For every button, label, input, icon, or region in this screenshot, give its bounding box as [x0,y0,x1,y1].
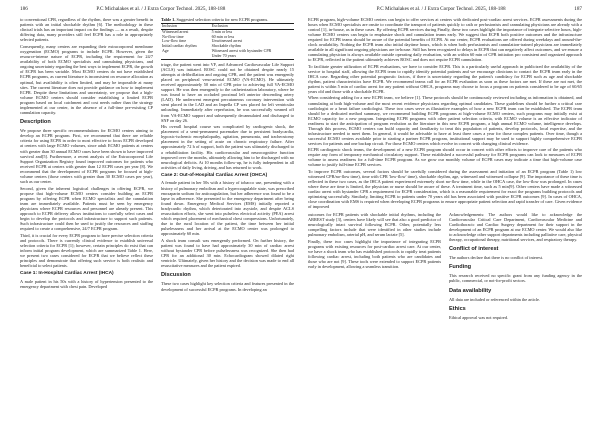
paragraph: Finally, these two cases highlight the importance of integrating ECPR programs with existing resources for post-cardiac arrest care. At our center, we have a shock team who has established protocols to rapidly treat patients following cardiac arrest, including both patients who are candidates and those who are not [9]. These tools were extended to support ECPR patients early in development, allowing a seamless transition. [308,238,441,270]
discussion-heading: Discussion [161,272,191,279]
case1-text [20,279,153,289]
paragraph: Third, it is crucial for every ECPR program to have precise selection criteria and protocols. There is currently clinical evidence to establish universal selection criteria for ECPR [1]; however, certain principles do exist that can inform initial program development, which are summarized Table 1. Here, we present two cases considered for ECPR that we believe reflect these principles and demonstrate that offering such service is both realistic and beneficial to select patients. [20,232,153,269]
paragraph: We propose three specific recommendations for ECMO centers aiming to develop an ECPR program. First, we recommend that there are reliable criteria for using ECPR in order to most effective to focus ECPR developed at centers with large ECMO volumes, since adult ECMO patients at centers with greater than 30 annual ECMO cases have been shown to have improved survival and[5]. Furthermore, a recent analysis of the Extracorporeal Life Support Organization Registry found improved outcomes for patients who received ECPR at centers with greater than 12 ECPR cases per year [8]. We recommend that the development of ECPR programs be focused at high-volume centers (those centers with greater than 30 ECMO cases per year), such as our center. [20,128,153,185]
table1 [161,23,294,60]
paragraph: triage, the patient went into VF, and Advanced Cardiovascular Life Support (ACLS) was initiated. ROSC could not be obtained despite nearly 15 attempts at defibrillation and ongoing CPR, and the patient was emergently placed on peripheral veno-arterial ECMO (VA-ECMO). He ultimately received approximately 50 min of CPR prior to achieving full VA-ECMO support. He was then emergently to the catheterization laboratory, where he was found to have an occluded proximal left anterior descending artery (LAD). He underwent emergent percutaneous coronary intervention with stent placed in the LAD and an Impella CP was placed for left ventricular unloading. Immediately after reperfusion, he was successfully weaned off from VA-ECMO support and subsequently decannulated and discharged to SNF on day 26. [161,61,294,123]
intro-text [20,17,153,115]
paragraph: To facilitate greater utilization of ECPR evaluations, we have to consider ECPR. This is a particularly useful approach in publicized the availability of the service to hospital staff, allowing the ECPR team to rapidly identify potential patients and we encourage clinicians to contact the ECPR team early in the IHCA case. Regarding other potential prognostic factors, if there is uncertainty regarding the patient's candidacy for ECPR such as age and shockable rhythm, patient characteristics have ECPR. We recommend teams call for an ECPR evaluation as soon as these factors are met. If these are not met, the patient is within 5 min of cardiac arrest for any patient without OHCA, programs may choose to focus a program on patients considered to be age of 60/65 years old and those with a shockable ECPR. [308,63,582,95]
data-availability-text: All data are included or referenced within the article. [449,296,541,302]
case1-heading: Case 1: In-Hospital Cardiac Arrest (IHCA) [20,271,114,277]
paragraph: ECPR cardiogenic shock teams, the development of a new ECPR program should occur in concert with other efforts to improve care of the patients who require any form of temporary mechanical circulatory support. These established a successful pathway for ECPR programs can look to measures of ECPR volume to assess readiness for a full-time ECPR program. As we grow our monthly volume of ECPR cases may indicate a time that high-volume case volume to justify full-time ECPR services. [308,147,582,168]
table1-cell-value: Unwitnessed arrest [211,38,243,44]
paragraph: to conventional CPR, regardless of the rhythm, there was a greater benefit in patients with an initial shockable rhythm [6]. The methodology in these clinical trials has an important impact on the findings — as a result, despite differing data, many providers still feel ECPR has a role in appropriately selected patients. [20,17,153,43]
right-running-head: P.C Michalakes et al. / J Extra Corpor Technol. 2025, 188-188 [376,6,506,12]
paragraph: ECPR program, high-volume ECMO centers can begin to offer services at centers with dedicated post-cardiac arrest services. ECPR assessments during the hours when ECMO specialists are onsite to coordinate the transport of patients quickly to cath or perfusionists and cannulating physicians are already with a control [1], in-house, as in these cases. By offering ECPR services during Finally, these two cases highlight the importance of integrate selective hours, high-volume ECMO centers can begin to emphasize shock and cannulation teams early. We suggest that ECPR both positive outcomes and the infrastructure required for ECPR teams should be aware of the potential benefits of ECPR. At our center, ECPR evaluations are offered during weekdays and around-the-clock availability. Nothing the ECPR team also initial daytime hours, which is when both perfusionists and cannulation-trained physicians are immediately available in all significant ongoing physicians are in-house. Still has been recognized to delays in ECPR that can negatively affect outcomes, and we ensure a cannulating physician is always available outside operating daily evaluation, with an within 60 min of CPR initiation pro consistent and organized approach to ECPR, reflected in the patient ultimately achieves ROSC and does not require ECPR cannulation. [308,17,582,63]
table1-cell-criterion: Initial cardiac rhythm [162,43,197,49]
ethics-heading: Ethics [449,305,466,312]
paragraph: To improve ECPR outcomes, several factors should be carefully considered during the assessment and initiation of an ECPR program (Table 1) low witnessed CPR/no-flow time), time with CPR 'low-flow' time), shockable rhythm, age, witnessed and witnessed collapse [9]. The importance of these time is reflected in these two cases, as the IHCA patient experienced extremely short no-flow time, while in the OHCA case, the low-flow was prolonged. In cases where these are time is limited, the physician or nurse should be aware of these. A treatment time, such as 5 min[9]. Other centers have made a witnessed cardiac arrest with bystander CPR a requirement for ECPR consideration, which is a reasonable requirement for exact the programs building protocols and optimizing successfully. Similarly, limiting ECPR to patients under 70 years old has been associated with positive ECPR outcomes [9]. In cases of OHCA, close coordination with EMS is required when developing ECPR programs to ensure appropriate patient selection and rapid transfer of care. Given evidence of improved [308,168,582,210]
paragraph: A female patient in her 50s with a history of tobacco use, presenting with a history of pulmonary embolism and a hypercoagulable state, was prescribed enoxaparin sodium for anticoagulation, but her adherence was found to be a lapse in adherence. She presented to the emergency department after being found down. Emergency Medical Services (EMS) initially reported a bradycardic rhythm, which deteriorated into asystole, and despite ACLS resuscitation efforts, she went into pulseless electrical activity (PEA) arrest which required placement of mechanical chest compressions. Unfortunately, due to the rural location of the patient, the time between her initial pulselessness and her arrival at the ECMO center was prolonged to approximately 60 min. [161,180,294,237]
left-header [20,6,294,12]
case2-text [161,180,294,268]
table1-cell-criterion: Age [162,47,169,53]
discussion-text [161,281,294,291]
paragraph: outcomes for ECPR patients with shockable initial rhythms, including the ARREST study [3], centers have likely will see that also a good predictor of neurologically intact survival following ECPR. Other, potentially less compelling factors include that were identified in other studies include pulmonary embolism, arterial pH, and serum lactate [5]. [308,211,441,238]
left-running-head: P.C Michalakes et al. / J Extra Corpor Technol. 2025, 188-188 [96,6,226,12]
table1-cell-criterion: No-flow time [162,33,184,39]
case2-heading: Case 2: Out-of-Hospital Cardiac Arrest (OHCA) [161,172,268,178]
paragraph: These two cases highlight key selection criteria and features presented in the development of successful ECPR programs. In developing an [161,281,294,292]
right-col-left [308,212,441,321]
table1-header-inclusion: Inclusion [162,23,177,28]
discussion-continued-text [308,17,582,211]
left-col-2 [161,17,294,293]
table1-cell-value: Witnessed arrest with bystander CPR [211,47,272,53]
coi-heading: Conflict of interest [449,246,499,253]
data-availability-heading: Data availability [449,287,492,294]
table1-header-exclusion: Exclusion [211,23,228,28]
table1-cell-value: 60 min or less [211,33,235,39]
table1-cell-value: 5 min or less [211,28,233,34]
left-col-1 [20,17,153,293]
paragraph: Acknowledgements: The authors would like to acknowledge the Cardiovascular Critical Care Department, Cardiovascular Medicine and Cardiothoracic and Cardiac Surgery department for their support in the development of an ECPR program at our ECMO center. We would also like to acknowledge other support departments including palliative care, physical therapy, occupational therapy, nutritional services, and respiratory therapy. [449,211,582,243]
funding-text: This research received no specific grant from any funding agency in the public, commercial, or not-for-profit sectors. [449,273,582,284]
ethics-text: Ethical approval was not required. [449,314,509,320]
paragraph: When considering adding for a new ECPR team, we believe [1]. These protocols should be continuously reviewed including as information is obtained, and cannulating at both high-volume and the most recent evidence physicians regarding optimal candidates. These guidelines should be further a critical care cardiologist or a heart failure cardiologist. These two cases serve as illustrative examples of how a new ECPR team can be established. The ECPR team should be a dedicated method summary, we recommend building ECPR programs at high-volume ECMO centers, such programs may initially exist at ECMO capacity for a new program. Integrating ECPR programs with other patient selection criteria, with ECMO volume is an effective indicator of readiness to start the anticipation of program evolution as the literature in this new ECPR program, a high annual ECMO volume, intelligence develops. Through this process, ECMO centers can build capacity and familiarity to treat this population of patients, develop protocols, local expertise, and the infrastructure needed to meet them. In general, it would be advisable to have at least three cases a year for those complex patients. Over time, though a successful ECMO centers available prior to starting a partner ECPR program, institutional support may be used to support highly comprehensive ECPR services for patients and one backup circuit. For those ECMO centers which evolve in concert with changing clinical evidence. [308,95,582,146]
table1-title: Suggested selection criteria for new ECPR programs. [176,17,269,22]
left-page-number: 186 [20,6,28,12]
table1-cell-criterion: Low-flow time [162,38,187,44]
acknowledgements-text [449,212,582,243]
right-page-number: 187 [574,6,582,12]
right-col-right [449,212,582,321]
table1-cell-value: Shockable rhythm [211,43,241,49]
table1-caption [161,17,294,22]
funding-heading: Funding [449,264,472,271]
right-columns [308,212,582,321]
paragraph: A shock team consult was emergently performed. On further history, the patient was found to have had approximately 30 min of cardiac arrest without bystander CPR before pulselessness was recognized. She then had CPR for an additional 30 min. Echocardiogram showed dilated right ventricle. Ultimately, given her history and the decision was made to end all resuscitative measures and the patient expired. [161,237,294,269]
coi-text: The authors declare that there is no conflict of interest. [449,255,544,261]
table1-cell-criterion: Witnessed arrest [162,28,189,34]
table1-cell-value: Under 70 years [211,52,237,58]
paragraph: Consequently, many centers are expanding their extracorporeal membrane oxygenation (ECMO) programs to include ECPR. However, given the resource-intense nature of ECPR, including the requirement for 24/7 availability of both ECMO specialists and cannulating physicians, and ongoing uncertainty regarding the best ways to implement ECPR, the growth of ECPR has been variable. Most ECMO centers do not have established ECPR programs, as current literature is inconsistent on resource allocation as optimal, but availability is often limited, and may be impossible at many sites. The current literature does not provide guidance on how to implement ECPR. Despite these limitations and uncertainty, we propose that a high-volume ECMO centers should consider establishing a limited ECPR program based on local catchment and cost needs rather than the strategy implemented at our center, in the absence of a full-time pre-existing CP cannulation capacity. [20,43,153,116]
right-page [300,0,600,425]
description-text [20,128,153,268]
left-columns [20,17,294,293]
paragraph: A male patient in his 50s with a history of hypertension presented to the emergency department with chest pain. Developed [20,278,153,290]
paragraph: Second, given the inherent logistical challenges in offering ECPR, we propose that high-volume ECMO centers consider building an ECPR program by offering ECPR when ECMO specialists and the cannulation team are immediately available. Patients must be seen by emergency physicians where ECPR resources and personnel are already present. This approach to ECPR delivery allows institutions to carefully select cases and begin to develop the protocols and infrastructure to support such patients. Such infrastructure could then be used to justify the resources and staffing required to create a comprehensive, 24/7 ECPR program. [20,185,153,232]
table1-cell-criterion [161,54,211,59]
table1-label: Table 1. [161,17,176,22]
section-description-heading: Description [20,119,51,126]
case1-continued-text [161,62,294,170]
right-header [308,6,582,12]
table1-row [161,54,294,59]
paragraph: His overall hospital course was complicated by cardiogenic shock, the placement of a semi-permanent pacemaker due to persistent bradycardia, hypoxic-ischemic encephalopathy, agitation, pneumonia, and tracheostomy placement in the setting of acute on chronic respiratory failure. After approximately 72 h of support, both the patient was ultimately discharged to a rehabilitation facility. His cardiovascular and neurocognitive function improved over the months, ultimately allowing him to be discharged with no neurological deficits. At 10 months follow-up, he is fully independent in all activities of daily living, driving, and has returned to work. [161,124,294,170]
